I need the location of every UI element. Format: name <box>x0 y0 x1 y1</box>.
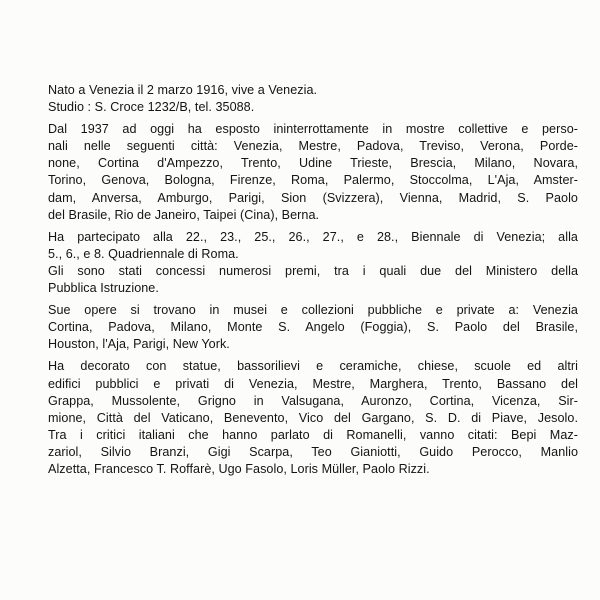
awards-paragraph <box>48 263 578 297</box>
text-line: Tra i critici italiani che hanno parlato di Romanelli, vanno citati: Bepi Maz- <box>48 427 578 442</box>
text-line: Grappa, Mussolente, Grigno in Valsugana, Auronzo, Cortina, Vicenza, Sir- <box>48 393 578 408</box>
text-line: dam, Anversa, Amburgo, Parigi, Sion (Svizzera), Vienna, Madrid, S. Paolo <box>48 190 578 205</box>
text-line: Ha partecipato alla 22., 23., 25., 26., 27., e 28., Biennale di Venezia; alla <box>48 229 578 244</box>
birth-paragraph <box>48 82 578 99</box>
text-line: edifici pubblici e privati di Venezia, Mestre, Marghera, Trento, Bassano del <box>48 376 578 391</box>
text-line: mione, Città del Vaticano, Benevento, Vico del Gargano, S. D. di Piave, Jesolo. <box>48 410 578 425</box>
collections-paragraph <box>48 302 578 353</box>
biography-text <box>48 82 578 483</box>
decorations-paragraph <box>48 358 578 426</box>
text-line: Ha decorato con statue, bassorilievi e ceramiche, chiese, scuole ed altri <box>48 359 578 374</box>
text-line: Gli sono stati concessi numerosi premi, tra i quali due del Ministero della <box>48 263 578 278</box>
text-line: nali nelle seguenti città: Venezia, Mestre, Padova, Treviso, Verona, Porde- <box>48 139 578 154</box>
critics-paragraph <box>48 427 578 478</box>
text-line: Studio : S. Croce 1232/B, tel. 35088. <box>48 100 255 115</box>
text-line: del Brasile, Rio de Janeiro, Taipei (Cina), Berna. <box>48 207 320 222</box>
text-line: none, Cortina d'Ampezzo, Trento, Udine Trieste, Brescia, Milano, Novara, <box>48 156 578 171</box>
text-line: Dal 1937 ad oggi ha esposto ininterrottamente in mostre collettive e perso- <box>48 122 578 137</box>
text-line: Nato a Venezia il 2 marzo 1916, vive a Venezia. <box>48 83 318 97</box>
studio-paragraph <box>48 99 578 116</box>
text-line: Sue opere si trovano in musei e collezioni pubbliche e private a: Venezia <box>48 303 578 318</box>
text-line: Pubblica Istruzione. <box>48 281 159 296</box>
text-line: zariol, Silvio Branzi, Gigi Scarpa, Teo Gianiotti, Guido Perocco, Manlio <box>48 444 578 459</box>
text-line: Torino, Genova, Bologna, Firenze, Roma, Palermo, Stoccolma, L'Aja, Amster- <box>48 173 578 188</box>
exhibitions-paragraph <box>48 121 578 224</box>
text-line: Houston, l'Aja, Parigi, New York. <box>48 337 230 352</box>
text-line: Alzetta, Francesco T. Roffarè, Ugo Fasolo, Loris Müller, Paolo Rizzi. <box>48 461 430 476</box>
biennale-paragraph <box>48 229 578 263</box>
text-line: 5., 6., e 8. Quadriennale di Roma. <box>48 246 239 261</box>
text-line: Cortina, Padova, Milano, Monte S. Angelo (Foggia), S. Paolo del Brasile, <box>48 320 578 335</box>
